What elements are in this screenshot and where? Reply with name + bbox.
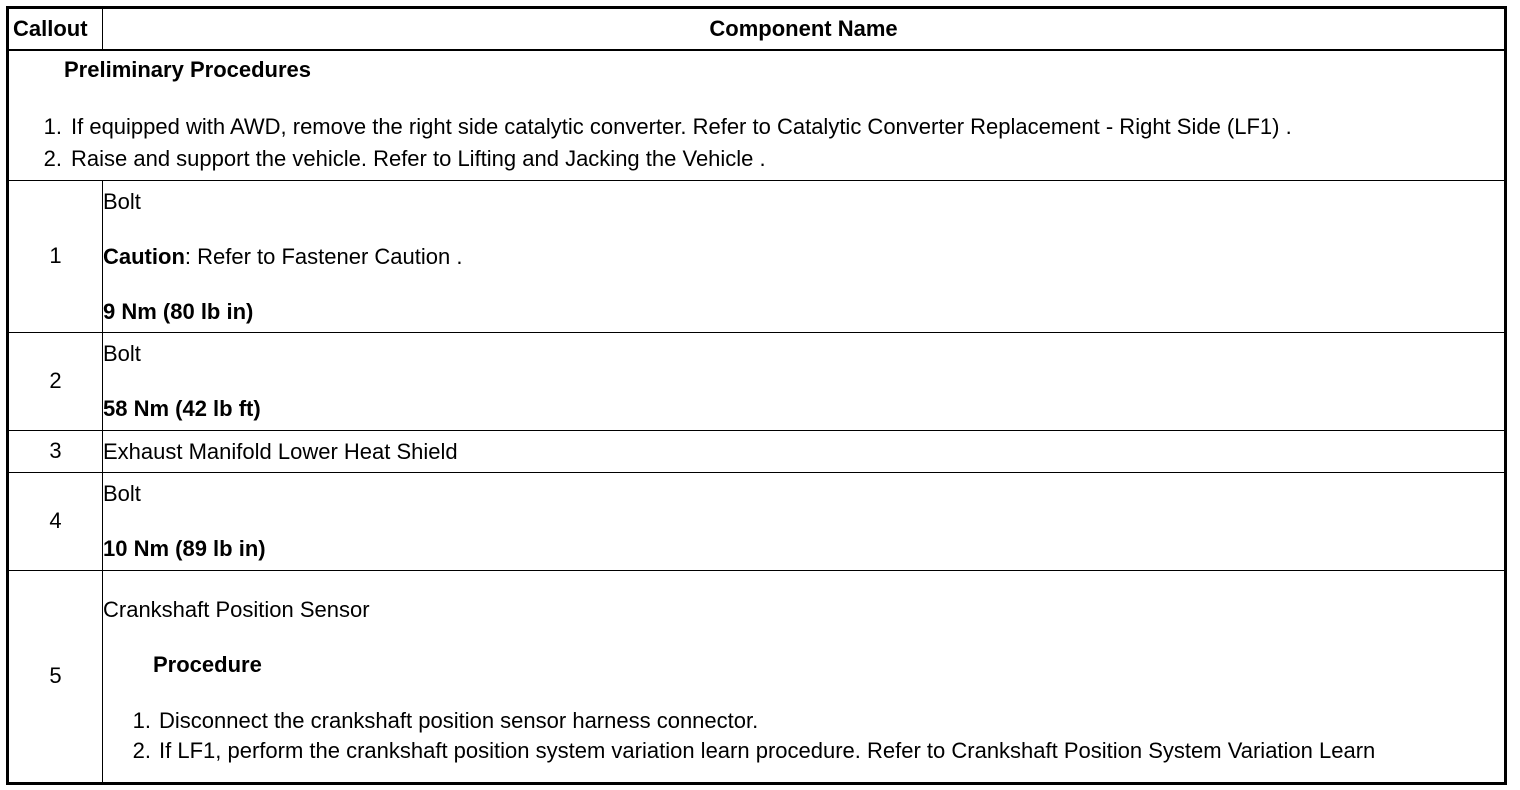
table-row bbox=[8, 180, 1506, 332]
preliminary-title: Preliminary Procedures bbox=[64, 57, 312, 83]
procedure-title: Procedure bbox=[153, 651, 262, 677]
callout-number: 1 bbox=[8, 180, 103, 332]
step-text: Raise and support the vehicle. Refer to Lifting and Jacking the Vehicle . bbox=[71, 146, 766, 172]
component-cell bbox=[103, 332, 1506, 430]
step-number: 1. bbox=[132, 707, 151, 733]
component-name: Crankshaft Position Sensor bbox=[103, 596, 370, 622]
table-row bbox=[8, 570, 1506, 783]
preliminary-step bbox=[9, 111, 1504, 143]
callout-number: 4 bbox=[8, 472, 103, 570]
component-name-header: Component Name bbox=[103, 8, 1506, 51]
step-number: 2. bbox=[132, 737, 151, 763]
callout-number: 2 bbox=[8, 332, 103, 430]
step-text: If equipped with AWD, remove the right side catalytic converter. Refer to Catalytic Converter Replacement - Right Side (LF1) . bbox=[71, 114, 1292, 140]
table-row bbox=[8, 430, 1506, 472]
component-name: Bolt bbox=[103, 341, 141, 366]
header-row bbox=[8, 8, 1506, 51]
table-row bbox=[8, 472, 1506, 570]
callout-number: 3 bbox=[8, 430, 103, 472]
step-text: If LF1, perform the crankshaft position system variation learn procedure. Refer to Crankshaft Position System Variation Learn bbox=[159, 737, 1376, 763]
preliminary-row bbox=[8, 50, 1506, 180]
step-text: Disconnect the crankshaft position sensor harness connector. bbox=[159, 707, 759, 733]
preliminary-step bbox=[9, 143, 1504, 175]
component-cell bbox=[103, 472, 1506, 570]
callout-header: Callout bbox=[8, 8, 103, 51]
procedure-step bbox=[103, 736, 1504, 765]
component-table bbox=[6, 6, 1507, 785]
callout-number: 5 bbox=[8, 570, 103, 783]
preliminary-procedures bbox=[8, 50, 1506, 180]
component-name: Exhaust Manifold Lower Heat Shield bbox=[103, 438, 458, 464]
step-number: 2. bbox=[43, 146, 62, 172]
procedure-step bbox=[103, 706, 1504, 736]
torque-spec: 10 Nm (89 lb in) bbox=[103, 536, 266, 561]
component-cell bbox=[103, 180, 1506, 332]
table-row bbox=[8, 332, 1506, 430]
component-name: Bolt bbox=[103, 188, 141, 214]
caution-line bbox=[103, 243, 1504, 270]
component-cell bbox=[103, 430, 1506, 472]
step-number: 1. bbox=[43, 114, 62, 140]
torque-spec: 58 Nm (42 lb ft) bbox=[103, 396, 261, 421]
component-cell bbox=[103, 570, 1506, 783]
caution-text: : Refer to Fastener Caution . bbox=[184, 243, 463, 269]
torque-spec: 9 Nm (80 lb in) bbox=[103, 298, 254, 324]
component-name: Bolt bbox=[103, 481, 141, 506]
caution-label: Caution bbox=[103, 243, 185, 269]
